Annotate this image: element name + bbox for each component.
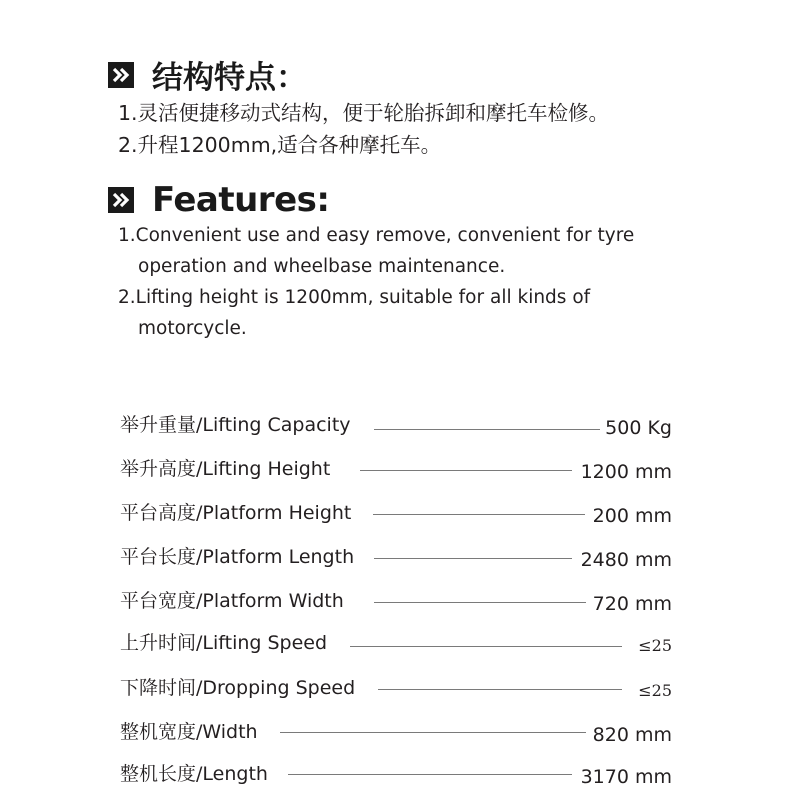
spec-label: 下降时间/Dropping Speed bbox=[120, 677, 356, 699]
spec-row-lifting-capacity bbox=[120, 409, 672, 439]
double-chevron-right-icon bbox=[108, 62, 134, 88]
section-heading-en bbox=[108, 180, 329, 220]
spec-value: 200 mm bbox=[592, 505, 672, 527]
double-chevron-right-icon bbox=[108, 187, 134, 213]
spec-value: 1200 mm bbox=[580, 461, 672, 483]
leader-line bbox=[350, 646, 622, 647]
spec-value: 3170 mm bbox=[580, 766, 672, 788]
spec-row-lifting-height bbox=[120, 453, 672, 483]
spec-label: 上升时间/Lifting Speed bbox=[120, 632, 328, 654]
spec-row-length bbox=[120, 758, 672, 788]
spec-row-platform-height bbox=[120, 497, 672, 527]
spec-value: ≤25 bbox=[638, 681, 672, 700]
spec-row-dropping-speed bbox=[120, 672, 672, 702]
spec-value: 2480 mm bbox=[580, 549, 672, 571]
leader-line bbox=[373, 514, 585, 515]
spec-row-lifting-speed bbox=[120, 627, 672, 657]
spec-label: 举升重量/Lifting Capacity bbox=[120, 414, 351, 436]
spec-label: 平台长度/Platform Length bbox=[120, 546, 355, 568]
spec-value: ≤25 bbox=[638, 636, 672, 655]
feature-item-cn-2: 2.升程1200mm,适合各种摩托车。 bbox=[118, 133, 442, 157]
leader-line bbox=[374, 558, 572, 559]
spec-label: 整机宽度/Width bbox=[120, 721, 258, 743]
leader-line bbox=[374, 429, 600, 430]
leader-line bbox=[378, 689, 622, 690]
spec-label: 整机长度/Length bbox=[120, 763, 268, 785]
leader-line bbox=[280, 732, 586, 733]
spec-value: 820 mm bbox=[592, 724, 672, 746]
spec-row-platform-width bbox=[120, 585, 672, 615]
feature-item-en-2-cont: motorcycle. bbox=[138, 318, 247, 339]
leader-line bbox=[288, 774, 572, 775]
feature-item-en-1: 1.Convenient use and easy remove, convenient for tyre bbox=[118, 225, 635, 246]
spec-row-platform-length bbox=[120, 541, 672, 571]
section-heading-cn bbox=[108, 52, 307, 97]
section-title-cn: 结构特点： bbox=[152, 60, 307, 96]
spec-label: 平台高度/Platform Height bbox=[120, 502, 352, 524]
section-title-en: Features: bbox=[152, 180, 330, 220]
leader-line bbox=[360, 470, 572, 471]
feature-item-en-1-cont: operation and wheelbase maintenance. bbox=[138, 256, 506, 277]
spec-label: 举升高度/Lifting Height bbox=[120, 458, 331, 480]
spec-value: 720 mm bbox=[592, 593, 672, 615]
spec-label: 平台宽度/Platform Width bbox=[120, 590, 344, 612]
leader-line bbox=[374, 602, 586, 603]
feature-item-en-2: 2.Lifting height is 1200mm, suitable for all kinds of bbox=[118, 287, 591, 308]
spec-row-width bbox=[120, 716, 672, 746]
feature-item-cn-1: 1.灵活便捷移动式结构，便于轮胎拆卸和摩托车检修。 bbox=[118, 101, 610, 125]
spec-value: 500 Kg bbox=[605, 417, 672, 439]
